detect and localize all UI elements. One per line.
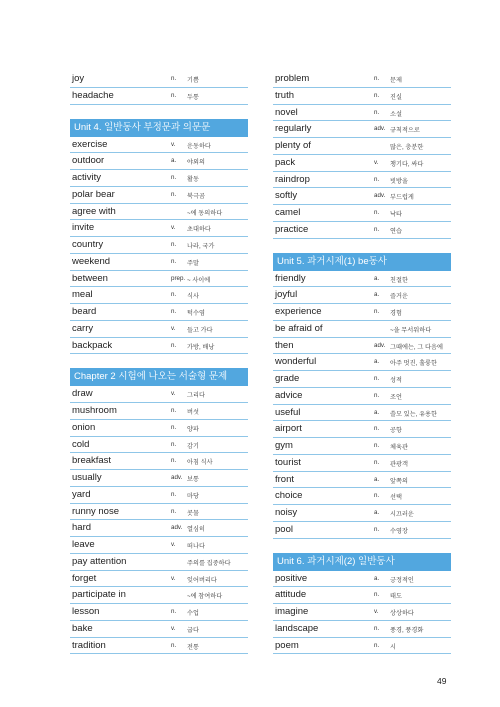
vocab-word: hard [72, 522, 92, 534]
vocab-row [273, 321, 451, 338]
part-of-speech: n. [374, 108, 380, 116]
part-of-speech: a. [374, 574, 380, 582]
part-of-speech: n. [374, 525, 380, 533]
vocab-meaning: 운동하다 [187, 142, 211, 150]
vocab-row [70, 520, 248, 537]
vocab-meaning: ~에 동의하다 [187, 209, 223, 217]
vocab-row [273, 172, 451, 189]
part-of-speech: n. [171, 457, 177, 465]
vocab-row [70, 71, 248, 88]
vocab-meaning: 굽다 [187, 626, 199, 634]
vocab-row [273, 505, 451, 522]
vocab-word: airport [275, 423, 302, 435]
vocab-row [70, 338, 248, 355]
part-of-speech: adv. [374, 125, 386, 133]
vocab-meaning: 야외의 [187, 159, 205, 167]
vocab-row [70, 487, 248, 504]
vocab-word: pool [275, 523, 293, 535]
part-of-speech: n. [171, 608, 177, 615]
vocab-meaning: 떠나다 [187, 543, 205, 550]
vocab-meaning: 앞쪽의 [390, 477, 408, 485]
vocab-row [273, 287, 451, 304]
vocab-word: activity [72, 172, 102, 183]
page-number: 49 [437, 676, 447, 686]
vocab-word: headache [72, 89, 114, 101]
vocab-row [70, 137, 248, 154]
vocab-row [70, 403, 248, 420]
part-of-speech: n. [374, 492, 380, 500]
vocab-row [70, 504, 248, 521]
vocab-word: grade [275, 373, 300, 384]
part-of-speech: n. [374, 75, 380, 82]
vocab-word: exercise [72, 138, 108, 150]
part-of-speech: n. [374, 308, 380, 315]
vocab-row [70, 321, 248, 338]
vocab-meaning: 시 [390, 643, 396, 651]
part-of-speech: n. [374, 458, 380, 466]
vocab-row [273, 438, 451, 455]
vocab-meaning: 아침 식사 [187, 459, 213, 467]
part-of-speech: adv. [171, 474, 183, 481]
vocab-column-right [273, 71, 451, 654]
part-of-speech: v. [171, 224, 176, 232]
vocab-meaning: 즐거운 [390, 293, 408, 301]
vocab-row [273, 571, 451, 588]
vocab-word: leave [72, 539, 95, 550]
vocab-meaning: 턱수염 [187, 310, 205, 317]
vocab-row [273, 621, 451, 638]
part-of-speech: v. [374, 158, 379, 166]
part-of-speech: n. [171, 308, 177, 315]
vocab-meaning: 공항 [390, 427, 402, 435]
section-header: Unit 5. 과거시제(1) be동사 [273, 253, 451, 271]
vocab-meaning: 쓸모 있는, 유용한 [390, 410, 437, 418]
vocab-row [70, 437, 248, 454]
part-of-speech: v. [171, 324, 176, 332]
part-of-speech: n. [171, 641, 177, 649]
part-of-speech: n. [374, 209, 380, 216]
vocab-word: agree with [72, 205, 116, 217]
vocab-word: front [275, 473, 295, 485]
vocab-word: advice [275, 389, 303, 401]
vocab-word: forget [72, 572, 97, 584]
vocab-word: friendly [275, 272, 306, 284]
part-of-speech: v. [374, 608, 379, 615]
vocab-row [70, 571, 248, 588]
vocab-column-left [70, 71, 248, 654]
vocab-row [70, 453, 248, 470]
vocab-row [273, 604, 451, 621]
vocab-row [70, 554, 248, 571]
vocab-row [70, 204, 248, 221]
vocab-row [70, 287, 248, 304]
vocab-row [70, 254, 248, 271]
part-of-speech: n. [374, 442, 380, 449]
vocab-row [70, 537, 248, 554]
vocab-meaning: 선택 [390, 494, 402, 502]
vocab-row [70, 237, 248, 254]
vocab-meaning: 나라, 국가 [187, 243, 215, 250]
vocab-meaning: 태도 [390, 593, 402, 601]
vocab-word: usually [72, 472, 102, 483]
vocab-word: backpack [72, 339, 113, 351]
vocab-meaning: 친절한 [390, 276, 408, 284]
vocab-word: invite [72, 222, 95, 234]
vocab-meaning: 잊어버리다 [187, 576, 217, 584]
vocab-row [70, 386, 248, 403]
vocab-word: be afraid of [275, 322, 323, 334]
part-of-speech: adv. [171, 524, 183, 532]
vocab-word: landscape [275, 622, 319, 634]
vocab-word: positive [275, 572, 308, 584]
vocab-row [70, 170, 248, 187]
part-of-speech: prep. [171, 274, 186, 282]
vocab-word: experience [275, 306, 322, 317]
part-of-speech: a. [374, 274, 380, 282]
vocab-meaning: 진실 [390, 93, 402, 101]
vocab-meaning: ~에 참여하다 [187, 593, 223, 601]
vocab-word: softly [275, 190, 298, 202]
vocab-meaning: 체육관 [390, 444, 408, 451]
vocab-word: carry [72, 322, 94, 334]
part-of-speech: n. [171, 341, 177, 349]
vocab-word: tradition [72, 639, 106, 651]
vocab-row [273, 205, 451, 222]
part-of-speech: a. [374, 509, 380, 516]
vocab-row [273, 354, 451, 371]
vocab-meaning: 양파 [187, 425, 199, 433]
part-of-speech: n. [374, 391, 380, 399]
vocab-meaning: 규칙적으로 [390, 127, 420, 135]
part-of-speech: a. [374, 408, 380, 416]
vocab-word: wonderful [275, 356, 317, 368]
part-of-speech: v. [171, 574, 176, 582]
part-of-speech: a. [374, 358, 380, 366]
part-of-speech: a. [374, 475, 380, 483]
vocab-meaning: 주말 [187, 259, 199, 267]
vocab-word: tourist [275, 456, 301, 468]
vocab-word: pack [275, 156, 296, 168]
vocab-meaning: ~을 무서워하다 [390, 326, 432, 334]
part-of-speech: n. [171, 291, 177, 299]
vocab-row [273, 188, 451, 205]
vocab-word: cold [72, 438, 90, 450]
vocab-row [70, 304, 248, 321]
vocab-word: joy [72, 73, 85, 84]
part-of-speech: n. [374, 591, 380, 599]
vocab-word: lesson [72, 606, 100, 617]
part-of-speech: n. [171, 75, 177, 82]
vocab-word: meal [72, 289, 93, 301]
part-of-speech: n. [171, 490, 177, 498]
vocab-word: joyful [275, 289, 298, 301]
vocab-meaning: 그리다 [187, 392, 205, 400]
vocab-meaning: 감기 [187, 442, 199, 450]
vocab-row [273, 638, 451, 655]
part-of-speech: n. [374, 91, 380, 99]
vocab-meaning: 아주 멋진, 훌륭한 [390, 360, 437, 368]
vocab-row [70, 220, 248, 237]
vocab-row [70, 271, 248, 288]
vocab-row [273, 371, 451, 388]
vocab-word: practice [275, 223, 309, 235]
part-of-speech: v. [171, 390, 176, 398]
vocab-meaning: 많은, 충분한 [390, 144, 424, 151]
vocab-meaning: 낙타 [390, 211, 402, 218]
vocab-meaning: 기쁨 [187, 77, 199, 84]
vocab-row [70, 420, 248, 437]
vocab-meaning: 두통 [187, 93, 199, 101]
vocab-row [273, 271, 451, 288]
vocab-meaning: 챙기다, 싸다 [390, 160, 424, 168]
part-of-speech: n. [171, 507, 177, 515]
part-of-speech: n. [171, 190, 177, 198]
vocab-meaning: 그때에는, 그 다음에 [390, 343, 443, 351]
vocab-row [273, 105, 451, 122]
vocab-row [273, 488, 451, 505]
vocab-word: camel [275, 207, 301, 218]
vocab-meaning: 수업 [187, 610, 199, 617]
vocab-word: outdoor [72, 155, 105, 167]
vocab-meaning: 상상하다 [390, 610, 414, 617]
vocab-word: between [72, 272, 108, 284]
part-of-speech: n. [374, 624, 380, 632]
part-of-speech: adv. [374, 341, 386, 349]
vocab-meaning: 문제 [390, 77, 402, 84]
part-of-speech: n. [374, 641, 380, 649]
vocab-row [70, 187, 248, 204]
vocab-row [273, 421, 451, 438]
section-header: Chapter 2 시험에 나오는 서술형 문제 [70, 368, 248, 386]
vocab-word: choice [275, 490, 303, 502]
part-of-speech: n. [374, 175, 380, 183]
vocab-row [273, 455, 451, 472]
vocab-word: then [275, 339, 294, 351]
vocab-word: raindrop [275, 173, 310, 185]
vocab-row [70, 470, 248, 487]
vocab-row [273, 388, 451, 405]
vocab-meaning: 활동 [187, 176, 199, 183]
vocab-row [70, 638, 248, 655]
vocab-meaning: 소설 [390, 110, 402, 118]
vocab-row [70, 153, 248, 170]
vocab-word: participate in [72, 589, 126, 601]
part-of-speech: n. [171, 91, 177, 99]
vocab-row [70, 587, 248, 604]
vocab-row [273, 472, 451, 489]
vocab-word: runny nose [72, 505, 120, 517]
vocab-meaning: 보통 [187, 476, 199, 483]
vocab-meaning: 열심히 [187, 526, 205, 534]
vocab-word: pay attention [72, 555, 127, 567]
vocab-meaning: 관광객 [390, 460, 408, 468]
vocab-meaning: 식사 [187, 293, 199, 301]
vocab-row [273, 522, 451, 539]
part-of-speech: n. [171, 423, 177, 431]
vocab-word: noisy [275, 507, 298, 518]
vocab-word: truth [275, 89, 295, 101]
vocab-meaning: 풍경, 풍경화 [390, 626, 424, 634]
part-of-speech: n. [171, 174, 177, 181]
vocab-row [273, 138, 451, 155]
part-of-speech: n. [171, 407, 177, 414]
vocab-meaning: 콧물 [187, 509, 199, 517]
part-of-speech: n. [171, 257, 177, 265]
part-of-speech: n. [171, 440, 177, 448]
vocab-word: novel [275, 106, 298, 118]
vocab-meaning: ~ 사이에 [187, 276, 211, 284]
vocab-row [70, 88, 248, 105]
vocab-row [273, 88, 451, 105]
vocab-word: breakfast [72, 455, 112, 467]
vocab-row [273, 155, 451, 172]
vocab-word: beard [72, 306, 97, 317]
vocab-word: imagine [275, 606, 309, 617]
section-header: Unit 6. 과거시제(2) 일반동사 [273, 553, 451, 571]
vocab-meaning: 조언 [390, 393, 402, 401]
vocab-meaning: 마당 [187, 492, 199, 500]
vocab-word: country [72, 239, 104, 250]
vocab-meaning: 들고 가다 [187, 326, 213, 334]
vocab-row [273, 405, 451, 422]
vocab-row [273, 304, 451, 321]
vocab-word: regularly [275, 123, 312, 135]
vocab-row [273, 222, 451, 239]
vocab-row [273, 338, 451, 355]
vocab-meaning: 시끄러운 [390, 511, 414, 518]
part-of-speech: v. [171, 541, 176, 548]
vocab-word: polar bear [72, 188, 115, 200]
vocab-meaning: 빗방울 [390, 177, 408, 185]
vocab-word: gym [275, 440, 293, 451]
vocab-word: yard [72, 488, 91, 500]
section-header: Unit 4. 일반동사 부정문과 의문문 [70, 119, 248, 137]
vocab-word: bake [72, 622, 93, 634]
vocab-meaning: 버섯 [187, 409, 199, 416]
vocab-meaning: 부드럽게 [390, 194, 414, 202]
vocab-row [70, 604, 248, 621]
vocab-meaning: 성적 [390, 377, 402, 384]
part-of-speech: a. [171, 157, 177, 165]
part-of-speech: v. [171, 624, 176, 632]
vocab-meaning: 초대하다 [187, 226, 211, 234]
vocab-meaning: 주의를 집중하다 [187, 559, 231, 567]
part-of-speech: n. [374, 375, 380, 382]
part-of-speech: v. [171, 140, 176, 148]
vocab-row [70, 621, 248, 638]
vocab-word: weekend [72, 255, 111, 267]
vocab-word: poem [275, 639, 299, 651]
part-of-speech: n. [374, 225, 380, 233]
part-of-speech: n. [171, 241, 177, 248]
vocab-meaning: 북극곰 [187, 192, 205, 200]
part-of-speech: adv. [374, 192, 386, 200]
vocab-meaning: 연습 [390, 227, 402, 235]
vocab-meaning: 경험 [390, 310, 402, 317]
vocab-meaning: 긍정적인 [390, 576, 414, 584]
vocab-meaning: 전통 [187, 643, 199, 651]
vocab-word: plenty of [275, 140, 311, 151]
part-of-speech: a. [374, 291, 380, 299]
vocab-word: problem [275, 73, 310, 84]
vocab-word: onion [72, 421, 96, 433]
vocab-row [273, 121, 451, 138]
vocab-word: draw [72, 388, 93, 400]
vocab-meaning: 가방, 배낭 [187, 343, 215, 351]
vocab-word: useful [275, 406, 301, 418]
vocab-row [273, 71, 451, 88]
vocab-word: attitude [275, 589, 307, 601]
vocab-meaning: 수영장 [390, 527, 408, 535]
part-of-speech: n. [374, 425, 380, 433]
vocab-row [273, 587, 451, 604]
vocab-word: mushroom [72, 405, 117, 416]
